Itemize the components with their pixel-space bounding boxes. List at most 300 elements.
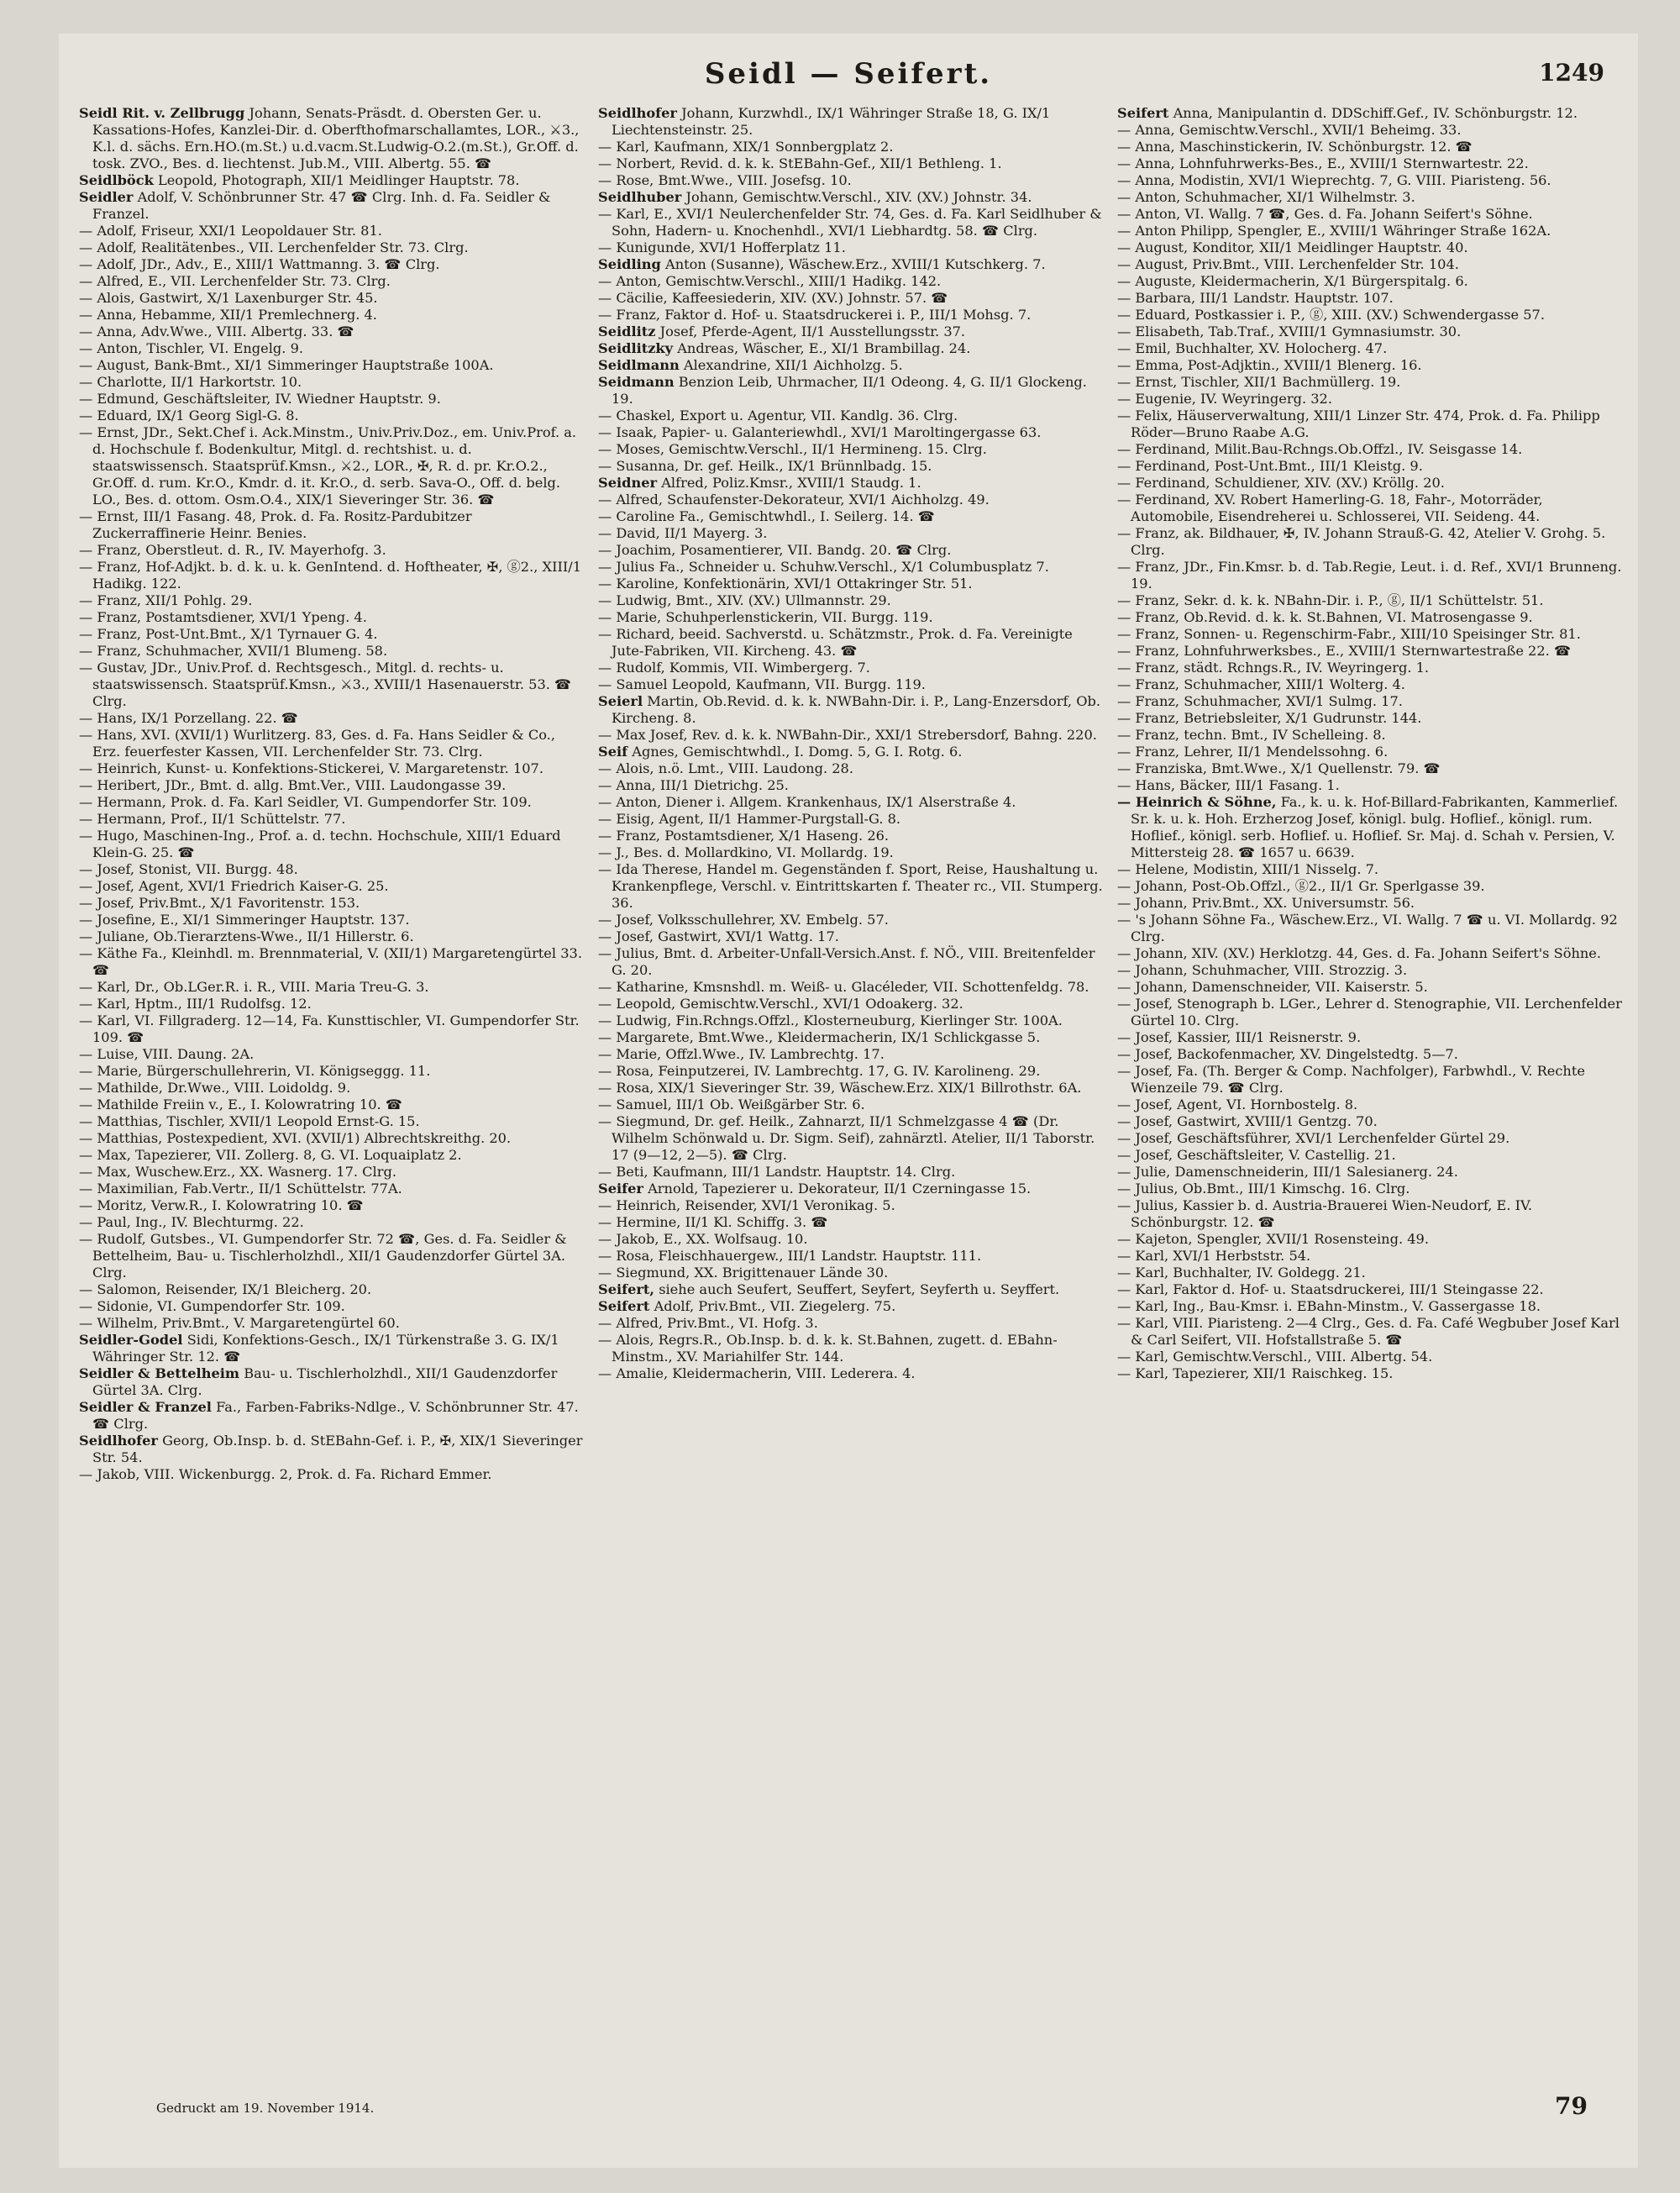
directory-entry [1117,340,1625,357]
directory-entry [79,340,586,357]
entry-text: — 's Johann Söhne Fa., Wäschew.Erz., VI. Wallg. 7 ☎ u. VI. Mollardg. 92 Clrg. [1117,912,1618,944]
entry-text: — Karl, Tapezierer, XII/1 Raischkeg. 15. [1117,1365,1394,1381]
directory-entry [1117,1231,1625,1248]
directory-entry [1117,492,1625,525]
directory-entry [1117,676,1625,693]
entry-text: — Adolf, Realitätenbes., VII. Lerchenfelder Str. 73. Clrg. [79,239,469,255]
directory-entry [598,1281,1105,1298]
entry-text: — Mathilde Freiin v., E., I. Kolowratring 10. ☎ [79,1096,402,1112]
directory-entry [598,912,1105,928]
entry-text: Anton (Susanne), Wäschew.Erz., XVIII/1 Kutschkerg. 7. [665,256,1046,272]
entry-text: — Chaskel, Export u. Agentur, VII. Kandlg. 36. Clrg. [598,408,958,423]
entry-text: Arnold, Tapezierer u. Dekorateur, II/1 Czerningasse 15. [648,1181,1032,1196]
entry-text: — Franz, Faktor d. Hof- u. Staatsdruckerei i. P., III/1 Mohsg. 7. [598,307,1032,323]
directory-entry [598,1029,1105,1046]
directory-entry [79,1433,586,1466]
entry-text: — Anna, Adv.Wwe., VIII. Albertg. 33. ☎ [79,323,354,339]
entry-text: — Josef, Gastwirt, XVIII/1 Gentzg. 70. [1117,1113,1378,1129]
entry-text: Alexandrine, XII/1 Aichholzg. 5. [683,357,903,373]
directory-entry [598,256,1105,273]
entry-text: — Josef, Volksschullehrer, XV. Embelg. 57. [598,912,889,928]
directory-entry [79,609,586,626]
entry-text: — David, II/1 Mayerg. 3. [598,525,768,541]
entry-text: — Anna, Hebamme, XII/1 Premlechnerg. 4. [79,307,377,323]
directory-entry [598,1096,1105,1113]
entry-text: — Josefine, E., XI/1 Simmeringer Hauptstr. 137. [79,912,410,928]
directory-entry [1117,710,1625,727]
entry-text: — Karl, Faktor d. Hof- u. Staatsdruckerei, III/1 Steingasse 22. [1117,1281,1544,1297]
directory-entry [598,1181,1105,1197]
page-header [59,50,1638,109]
entry-text: — Anton, Schuhmacher, XI/1 Wilhelmstr. 3. [1117,189,1415,205]
column-3 [1117,105,1625,1987]
entry-text: Johann, Kurzwhdl., IX/1 Währinger Straße 18, G. IX/1 Liechtensteinstr. 25. [612,105,1051,138]
directory-entry [1117,223,1625,239]
entry-text: — Franz, Schuhmacher, XVI/1 Sulmg. 17. [1117,693,1403,709]
entry-surname: Seidl Rit. v. Zellbrugg [79,105,245,121]
directory-entry [598,374,1105,408]
directory-entry [598,1315,1105,1332]
entry-text: Martin, Ob.Revid. d. k. k. NWBahn-Dir. i. P., Lang-Enzersdorf, Ob. Kircheng. 8. [612,693,1100,726]
entry-text: — Franz, ak. Bildhauer, ✠, IV. Johann Strauß-G. 42, Atelier V. Grohg. 5. Clrg. [1117,525,1606,558]
entry-text: — Franz, Sekr. d. k. k. NBahn-Dir. i. P., ⓖ, II/1 Schüttelstr. 51. [1117,592,1544,608]
entry-surname: Seif [598,744,628,760]
entry-text: — Matthias, Postexpedient, XVI. (XVII/1) Albrechtskreithg. 20. [79,1130,512,1146]
entry-surname: Seidlhofer [79,1433,158,1449]
directory-entry [1117,1281,1625,1298]
entry-text: — Adolf, JDr., Adv., E., XIII/1 Wattmanng. 3. ☎ Clrg. [79,256,440,272]
directory-entry [1117,139,1625,155]
entry-text: — Franz, Betriebsleiter, X/1 Gudrunstr. 144. [1117,710,1422,726]
entry-text: — Anton, Diener i. Allgem. Krankenhaus, IX/1 Alserstraße 4. [598,794,1016,810]
directory-entry [79,1231,586,1281]
directory-entry [598,1063,1105,1080]
entry-text: — Franz, Oberstleut. d. R., IV. Mayerhofg. 3. [79,542,386,558]
directory-entry [1117,256,1625,273]
directory-entry [79,1466,586,1483]
directory-entry [598,1265,1105,1281]
directory-entry [1117,1315,1625,1349]
entry-text: — Karoline, Konfektionärin, XVI/1 Ottakringer Str. 51. [598,576,973,592]
directory-entry [1117,391,1625,408]
directory-entry [79,1080,586,1096]
directory-entry [79,542,586,559]
directory-entry [79,912,586,928]
entry-text: — Helene, Modistin, XIII/1 Nisselg. 7. [1117,861,1379,877]
directory-entry [1117,861,1625,878]
sheet-number: 79 [1555,2092,1588,2120]
entry-text: — Siegmund, Dr. gef. Heilk., Zahnarzt, II/1 Schmelzgasse 4 ☎ (Dr. Wilhelm Schönwald u. Dr. Sigm. Seif), zahnärztl. Atelier, II/1 Taborstr. 17 (9—12, 2—5). ☎ Clrg. [598,1113,1095,1163]
entry-surname: Seidmann [598,374,675,390]
entry-text: — Karl, Gemischtw.Verschl., VIII. Albertg. 54. [1117,1349,1433,1365]
directory-entry [79,290,586,307]
directory-entry [79,374,586,391]
directory-entry [1117,660,1625,676]
directory-entry [1117,1113,1625,1130]
directory-entry [598,576,1105,592]
directory-entry [1117,1248,1625,1265]
entry-text: — Julie, Damenschneiderin, III/1 Salesianerg. 24. [1117,1164,1458,1180]
directory-entry [79,643,586,660]
directory-entry [79,1164,586,1181]
directory-entry [1117,206,1625,223]
directory-entry [79,1113,586,1130]
entry-text: — Auguste, Kleidermacherin, X/1 Bürgerspitalg. 6. [1117,273,1468,289]
directory-entry [1117,441,1625,458]
directory-entry [1117,155,1625,172]
entry-text: — Jakob, E., XX. Wolfsaug. 10. [598,1231,808,1247]
entry-text: — Eisig, Agent, II/1 Hammer-Purgstall-G. 8. [598,811,901,827]
directory-entry [1117,996,1625,1029]
directory-entry [598,928,1105,945]
directory-entry [598,844,1105,861]
entry-text: — Cäcilie, Kaffeesiederin, XIV. (XV.) Johnstr. 57. ☎ [598,290,948,306]
entry-text: — Karl, XVI/1 Herbststr. 54. [1117,1248,1311,1264]
directory-entry [598,828,1105,844]
directory-entry [1117,122,1625,139]
directory-entry [1117,777,1625,794]
directory-entry [598,1298,1105,1315]
page-title: Seidl — Seifert. [704,57,993,91]
directory-entry [79,1281,586,1298]
entry-text: — Hans, IX/1 Porzellang. 22. ☎ [79,710,298,726]
entry-surname: Seidler [79,189,134,205]
directory-entry [79,710,586,727]
entry-text: — August, Bank-Bmt., XI/1 Simmeringer Hauptstraße 100A. [79,357,494,373]
directory-entry [598,1214,1105,1231]
directory-entry [1117,979,1625,996]
entry-text: — Ferdinand, XV. Robert Hamerling-G. 18, Fahr-, Motorräder, Automobile, Eisendreherei u. Schlosserei, VII. Seideng. 44. [1117,492,1543,524]
entry-surname: — Heinrich & Söhne, [1117,794,1277,810]
entry-text: Josef, Pferde-Agent, II/1 Ausstellungsstr. 37. [659,323,966,339]
directory-entry [1117,1197,1625,1231]
entry-text: — Siegmund, XX. Brigittenauer Lände 30. [598,1265,889,1281]
directory-entry [598,239,1105,256]
directory-entry [79,811,586,828]
entry-text: — Anna, Modistin, XVI/1 Wieprechtg. 7, G. VIII. Piaristeng. 56. [1117,172,1551,188]
column-1 [79,105,586,1987]
entry-text: — Max, Wuschew.Erz., XX. Wasnerg. 17. Clrg. [79,1164,396,1180]
entry-text: — Johann, Post-Ob.Offzl., ⓖ2., II/1 Gr. Sperlgasse 39. [1117,878,1485,894]
entry-text: — Norbert, Revid. d. k. k. StEBahn-Gef., XII/1 Bethleng. 1. [598,155,1002,171]
directory-entry [79,1332,586,1365]
directory-entry [598,441,1105,458]
entry-text: — Franz, Lohnfuhrwerksbes., E., XVIII/1 Sternwartestraße 22. ☎ [1117,643,1572,659]
entry-text: — Josef, Kassier, III/1 Reisnerstr. 9. [1117,1029,1362,1045]
entry-text: — Josef, Agent, XVI/1 Friedrich Kaiser-G. 25. [79,878,389,894]
entry-text: — Kunigunde, XVI/1 Hofferplatz 11. [598,239,846,255]
entry-surname: Seierl [598,693,643,709]
directory-entry [598,693,1105,727]
directory-entry [79,1147,586,1164]
entry-surname: Seifert [598,1298,650,1314]
entry-text: — Franz, Ob.Revid. d. k. k. St.Bahnen, VI. Matrosengasse 9. [1117,609,1533,625]
entry-text: — Marie, Schuhperlenstickerin, VII. Burgg. 119. [598,609,933,625]
entry-text: — Samuel, III/1 Ob. Weißgärber Str. 6. [598,1096,865,1112]
directory-entry [598,996,1105,1012]
directory-entry [598,475,1105,492]
directory-entry [1117,962,1625,979]
entry-text: — Johann, Damenschneider, VII. Kaiserstr. 5. [1117,979,1428,995]
directory-entry [79,592,586,609]
directory-entry [79,1046,586,1063]
entry-text: — Karl, VI. Fillgraderg. 12—14, Fa. Kunsttischler, VI. Gumpendorfer Str. 109. ☎ [79,1012,580,1045]
directory-entry [1117,458,1625,475]
entry-text: — Ernst, Tischler, XII/1 Bachmüllerg. 19. [1117,374,1401,390]
entry-text: — Rose, Bmt.Wwe., VIII. Josefsg. 10. [598,172,852,188]
entry-text: — Jakob, VIII. Wickenburgg. 2, Prok. d. Fa. Richard Emmer. [79,1466,492,1482]
directory-entry [1117,307,1625,323]
directory-entry [1117,945,1625,962]
directory-entry [79,945,586,979]
directory-entry [598,760,1105,777]
directory-entry [1117,794,1625,861]
directory-entry [598,424,1105,441]
entry-text: — Ida Therese, Handel m. Gegenständen f. Sport, Reise, Haushaltung u. Krankenpflege, Verschl. v. Eintrittskarten f. Theater rc., VII. Stumperg. 36. [598,861,1103,911]
entry-text: — Hermine, II/1 Kl. Schiffg. 3. ☎ [598,1214,828,1230]
entry-text: — Emil, Buchhalter, XV. Holocherg. 47. [1117,340,1388,356]
entry-text: — Moses, Gemischtw.Verschl., II/1 Hermineng. 15. Clrg. [598,441,987,457]
directory-entry [79,1012,586,1046]
directory-entry [1117,626,1625,643]
directory-entry [598,1113,1105,1164]
entry-text: — Alois, Regrs.R., Ob.Insp. b. d. k. k. St.Bahnen, zugett. d. EBahn-Minstm., XV. Mariahilfer Str. 144. [598,1332,1058,1365]
entry-surname: Seidlitzky [598,340,674,356]
directory-entry [79,559,586,592]
entry-text: Benzion Leib, Uhrmacher, II/1 Odeong. 4, G. II/1 Glockeng. 19. [612,374,1087,407]
entry-text: — Alfred, Priv.Bmt., VI. Hofg. 3. [598,1315,818,1331]
directory-entry [598,727,1105,744]
page-number: 1249 [1539,59,1604,87]
entry-text: — Julius, Ob.Bmt., III/1 Kimschg. 16. Clrg. [1117,1181,1410,1196]
directory-entry [1117,273,1625,290]
entry-text: — Karl, E., XVI/1 Neulerchenfelder Str. 74, Ges. d. Fa. Karl Seidlhuber & Sohn, Hadern- u. Knochenhdl., XVI/1 Liebhardtg. 58. ☎ Clrg. [598,206,1102,239]
entry-text: — Anton Philipp, Spengler, E., XVIII/1 Währinger Straße 162A. [1117,223,1551,239]
directory-entry [598,1248,1105,1265]
entry-text: — Rosa, Fleischhauergew., III/1 Landstr. Hauptstr. 111. [598,1248,982,1264]
directory-entry [598,408,1105,424]
directory-entry [598,290,1105,307]
directory-entry [1117,374,1625,391]
directory-entry [1117,895,1625,912]
directory-entry [1117,727,1625,744]
entry-text: — Eugenie, IV. Weyringerg. 32. [1117,391,1332,407]
entry-columns [79,105,1625,1987]
directory-entry [79,172,586,189]
directory-entry [1117,323,1625,340]
entry-text: — Josef, Stenograph b. LGer., Lehrer d. Stenographie, VII. Lerchenfelder Gürtel 10. Clrg. [1117,996,1622,1028]
directory-entry [1117,172,1625,189]
directory-entry [1117,1164,1625,1181]
entry-text: — Barbara, III/1 Landstr. Hauptstr. 107. [1117,290,1394,306]
entry-surname: Seidlhofer [598,105,677,121]
entry-text: — Charlotte, II/1 Harkortstr. 10. [79,374,302,390]
directory-entry [598,979,1105,996]
entry-text: Bau- u. Tischlerholzhdl., XII/1 Gaudenzdorfer Gürtel 3A. Clrg. [92,1365,558,1398]
entry-text: — Richard, beeid. Sachverstd. u. Schätzmstr., Prok. d. Fa. Vereinigte Jute-Fabriken, VII. Kircheng. 43. ☎ [598,626,1073,659]
entry-text: — Margarete, Bmt.Wwe., Kleidermacherin, IX/1 Schlickgasse 5. [598,1029,1041,1045]
directory-entry [79,1096,586,1113]
directory-entry [79,323,586,340]
directory-entry [79,1130,586,1147]
directory-entry [1117,1130,1625,1147]
entry-text: — Joachim, Posamentierer, VII. Bandg. 20. ☎ Clrg. [598,542,952,558]
directory-entry [598,105,1105,139]
directory-entry [1117,105,1625,122]
directory-entry [598,155,1105,172]
entry-text: — Hans, Bäcker, III/1 Fasang. 1. [1117,777,1340,793]
entry-text: siehe auch Seufert, Seuffert, Seyfert, Seyferth u. Seyffert. [659,1281,1060,1297]
directory-entry [1117,1298,1625,1315]
entry-text: — Marie, Offzl.Wwe., IV. Lambrechtg. 17. [598,1046,885,1062]
entry-text: — Hans, XVI. (XVII/1) Wurlitzerg. 83, Ges. d. Fa. Hans Seidler & Co., Erz. feuerfester Kassen, VII. Lerchenfelder Str. 73. Clrg. [79,727,555,760]
entry-text: — Karl, Hptm., III/1 Rudolfsg. 12. [79,996,312,1012]
entry-text: Adolf, V. Schönbrunner Str. 47 ☎ Clrg. Inh. d. Fa. Seidler & Franzel. [92,189,551,222]
directory-entry [79,979,586,996]
directory-entry [1117,609,1625,626]
entry-text: Johann, Senats-Präsdt. d. Obersten Ger. u. Kassations-Hofes, Kanzlei-Dir. d. Oberfthofmarschallamtes, LOR., ⚔3., K.l. d. sächs. Ern.HO.(m.St.) u.d.vacm.St.Ludwig-O.2.(m.St.), Gr.Off. d. tosk. ZVO., Bes. d. liechtenst. Jub.M., VIII. Albertg. 55. ☎ [92,105,580,171]
entry-text: — Gustav, JDr., Univ.Prof. d. Rechtsgesch., Mitgl. d. rechts- u. staatswissensch. Staatsprüf.Kmsn., ⚔3., XVIII/1 Hasenauerstr. 53. ☎ Clrg. [79,660,572,709]
entry-text: — Wilhelm, Priv.Bmt., V. Margaretengürtel 60. [79,1315,400,1331]
directory-entry [79,391,586,408]
directory-entry [79,996,586,1012]
entry-surname: Seidler & Franzel [79,1399,212,1415]
entry-text: — Josef, Priv.Bmt., X/1 Favoritenstr. 153. [79,895,360,911]
directory-entry [1117,1265,1625,1281]
directory-entry [79,424,586,508]
directory-entry [598,1080,1105,1096]
entry-text: — Ferdinand, Milit.Bau-Rchngs.Ob.Offzl., IV. Seisgasse 14. [1117,441,1523,457]
directory-entry [598,676,1105,693]
directory-entry [1117,643,1625,660]
entry-text: — Amalie, Kleidermacherin, VIII. Lederera. 4. [598,1365,916,1381]
directory-entry [1117,357,1625,374]
entry-text: — Alois, n.ö. Lmt., VIII. Laudong. 28. [598,760,854,776]
directory-entry [79,105,586,172]
entry-text: — Karl, Kaufmann, XIX/1 Sonnbergplatz 2. [598,139,894,155]
entry-text: — Felix, Häuserverwaltung, XIII/1 Linzer Str. 474, Prok. d. Fa. Philipp Röder—Bruno Raabe A.G. [1117,408,1600,440]
directory-entry [1117,408,1625,441]
directory-entry [79,1365,586,1399]
directory-entry [598,609,1105,626]
directory-entry [1117,1063,1625,1096]
entry-text: — Juliane, Ob.Tierarztens-Wwe., II/1 Hillerstr. 6. [79,928,414,944]
entry-text: — Rudolf, Gutsbes., VI. Gumpendorfer Str. 72 ☎, Ges. d. Fa. Seidler & Bettelheim, Bau- u. Tischlerholzhdl., XII/1 Gaudenzdorfer Gürtel 3A. Clrg. [79,1231,567,1281]
entry-text: — Anna, Lohnfuhrwerks-Bes., E., XVIII/1 Sternwartestr. 22. [1117,155,1529,171]
entry-text: Agnes, Gemischtwhdl., I. Domg. 5, G. I. Rotg. 6. [632,744,963,760]
entry-text: — Franz, Postamtsdiener, XVI/1 Ypeng. 4. [79,609,367,625]
entry-surname: Seifert, [598,1281,655,1297]
entry-text: — Franz, Lehrer, II/1 Mendelssohng. 6. [1117,744,1389,760]
entry-text: — Franz, JDr., Fin.Kmsr. b. d. Tab.Regie, Leut. i. d. Ref., XVI/1 Brunneng. 19. [1117,559,1622,592]
directory-entry [598,139,1105,155]
directory-entry [79,760,586,777]
entry-text: — Franz, XII/1 Pohlg. 29. [79,592,253,608]
entry-text: — Susanna, Dr. gef. Heilk., IX/1 Brünnlbadg. 15. [598,458,932,474]
entry-text: — Edmund, Geschäftsleiter, IV. Wiedner Hauptstr. 9. [79,391,441,407]
directory-entry [598,340,1105,357]
entry-text: — Caroline Fa., Gemischtwhdl., I. Seilerg. 14. ☎ [598,508,935,524]
entry-text: — Josef, Geschäftsführer, XVI/1 Lerchenfelder Gürtel 29. [1117,1130,1510,1146]
directory-entry [1117,744,1625,760]
directory-entry [79,660,586,710]
directory-entry [1117,693,1625,710]
entry-text: — August, Priv.Bmt., VIII. Lerchenfelder Str. 104. [1117,256,1459,272]
entry-text: — Ferdinand, Schuldiener, XIV. (XV.) Kröllg. 20. [1117,475,1445,491]
entry-text: — Matthias, Tischler, XVII/1 Leopold Ernst-G. 15. [79,1113,420,1129]
entry-text: — Emma, Post-Adjktin., XVIII/1 Blenerg. 16. [1117,357,1422,373]
directory-entry [598,307,1105,323]
directory-entry [79,256,586,273]
entry-surname: Seidler & Bettelheim [79,1365,240,1381]
directory-entry [598,559,1105,576]
entry-text: — Sidonie, VI. Gumpendorfer Str. 109. [79,1298,345,1314]
entry-text: — Luise, VIII. Daung. 2A. [79,1046,255,1062]
directory-entry [79,1181,586,1197]
directory-entry [1117,1349,1625,1365]
entry-text: Alfred, Poliz.Kmsr., XVIII/1 Staudg. 1. [661,475,921,491]
entry-text: — Franz, Hof-Adjkt. b. d. k. u. k. GenIntend. d. Hoftheater, ✠, ⓖ2., XIII/1 Hadikg. 122. [79,559,582,592]
entry-text: — Franz, Schuhmacher, XIII/1 Wolterg. 4. [1117,676,1405,692]
directory-entry [598,626,1105,660]
directory-entry [79,273,586,290]
print-date: Gedruckt am 19. November 1914. [156,2101,375,2116]
entry-text: — Beti, Kaufmann, III/1 Landstr. Hauptstr. 14. Clrg. [598,1164,956,1180]
directory-entry [598,1197,1105,1214]
entry-text: — Franz, Schuhmacher, XVII/1 Blumeng. 58. [79,643,388,659]
entry-text: — Anna, Maschinstickerin, IV. Schönburgstr. 12. ☎ [1117,139,1473,155]
entry-text: — Anton, Gemischtw.Verschl., XIII/1 Hadikg. 142. [598,273,942,289]
directory-entry [1117,1096,1625,1113]
entry-text: — Anton, VI. Wallg. 7 ☎, Ges. d. Fa. Johann Seifert's Söhne. [1117,206,1533,222]
entry-text: — Ludwig, Bmt., XIV. (XV.) Ullmannstr. 29. [598,592,891,608]
entry-text: — Josef, Gastwirt, XVI/1 Wattg. 17. [598,928,839,944]
entry-text: — Karl, Buchhalter, IV. Goldegg. 21. [1117,1265,1366,1281]
entry-text: — Marie, Bürgerschullehrerin, VI. Königseggg. 11. [79,1063,431,1079]
directory-entry [598,945,1105,979]
entry-text: — Rosa, Feinputzerei, IV. Lambrechtg. 17, G. IV. Karolineng. 29. [598,1063,1041,1079]
entry-text: — Adolf, Friseur, XXI/1 Leopoldauer Str. 81. [79,223,382,239]
entry-text: — Johann, Priv.Bmt., XX. Universumstr. 56. [1117,895,1415,911]
entry-text: — Max Josef, Rev. d. k. k. NWBahn-Dir., XXI/1 Strebersdorf, Bahng. 220. [598,727,1097,743]
entry-surname: Seifer [598,1181,643,1196]
directory-entry [79,1214,586,1231]
directory-entry [1117,1029,1625,1046]
directory-entry [1117,559,1625,592]
entry-text: — Johann, Schuhmacher, VIII. Strozzig. 3. [1117,962,1408,978]
directory-entry [79,794,586,811]
entry-text: — Anton, Tischler, VI. Engelg. 9. [79,340,304,356]
directory-entry [598,458,1105,475]
directory-entry [598,660,1105,676]
entry-text: — Moritz, Verw.R., I. Kolowratring 10. ☎ [79,1197,364,1213]
entry-text: — Franz, techn. Bmt., IV Schelleing. 8. [1117,727,1386,743]
directory-entry [1117,878,1625,895]
entry-surname: Seidlmann [598,357,680,373]
entry-text: — Josef, Backofenmacher, XV. Dingelstedtg. 5—7. [1117,1046,1458,1062]
entry-text: Andreas, Wäscher, E., XI/1 Brambillag. 24. [677,340,971,356]
directory-entry [598,172,1105,189]
entry-text: — Ernst, III/1 Fasang. 48, Prok. d. Fa. Rositz-Pardubitzer Zuckerraffinerie Heinr. Benies. [79,508,472,541]
entry-text: — Paul, Ing., IV. Blechturmg. 22. [79,1214,304,1230]
entry-text: — Katharine, Kmsnshdl. m. Weiß- u. Glacéleder, VII. Schottenfeldg. 78. [598,979,1089,995]
entry-text: — Josef, Agent, VI. Hornbostelg. 8. [1117,1096,1358,1112]
entry-text: — Eduard, Postkassier i. P., ⓖ, XIII. (XV.) Schwendergasse 57. [1117,307,1545,323]
entry-text: — Kajeton, Spengler, XVII/1 Rosensteing. 49. [1117,1231,1430,1247]
directory-entry [598,492,1105,508]
directory-entry [1117,189,1625,206]
directory-entry [598,777,1105,794]
